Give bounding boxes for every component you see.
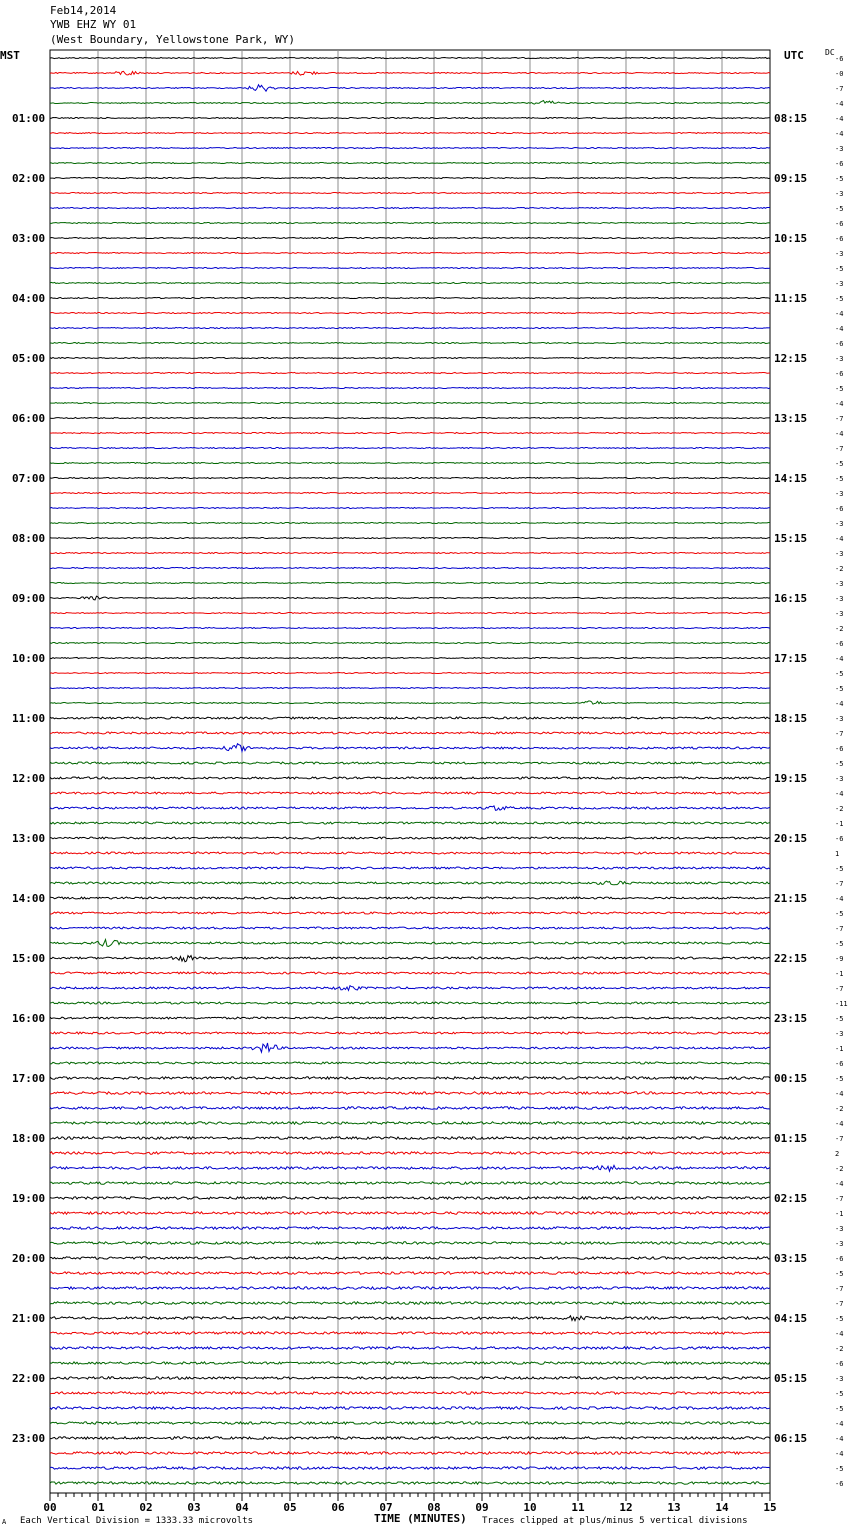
hour-label-left: 18:00 xyxy=(12,1132,46,1145)
dc-offset-label: -7 xyxy=(835,880,844,888)
seismic-trace xyxy=(50,537,770,538)
seismic-trace xyxy=(50,1422,770,1424)
dc-offset-label: -5 xyxy=(835,295,844,303)
hour-label-left: 03:00 xyxy=(12,232,46,245)
seismic-trace xyxy=(50,792,770,794)
seismic-trace xyxy=(50,777,770,779)
seismic-trace xyxy=(50,297,770,298)
seismic-trace xyxy=(50,342,770,343)
hour-label-left: 17:00 xyxy=(12,1072,46,1085)
seismic-trace xyxy=(50,612,770,613)
dc-offset-label: -5 xyxy=(835,385,844,393)
hour-label-right: 12:15 xyxy=(774,352,808,365)
dc-offset-label: -4 xyxy=(835,535,844,543)
hour-label-left: 16:00 xyxy=(12,1012,46,1025)
dc-offset-label: -7 xyxy=(835,1300,844,1308)
seismic-trace xyxy=(50,1362,770,1365)
dc-offset-label: -5 xyxy=(835,1390,844,1398)
dc-offset-label: -3 xyxy=(835,190,844,198)
hour-label-left: 19:00 xyxy=(12,1192,46,1205)
dc-offset-label: -5 xyxy=(835,865,844,873)
dc-offset-label: -1 xyxy=(835,970,844,978)
hour-label-right: 02:15 xyxy=(774,1192,808,1205)
seismic-trace xyxy=(50,1197,770,1200)
hour-label-left: 11:00 xyxy=(12,712,46,725)
x-tick-label: 01 xyxy=(91,1501,105,1514)
dc-offset-label: -6 xyxy=(835,745,844,753)
seismic-trace xyxy=(50,927,770,929)
seismic-trace xyxy=(50,101,770,105)
seismic-trace xyxy=(50,177,770,178)
seismic-trace xyxy=(50,657,770,658)
chart-title: Feb14,2014 xyxy=(50,4,117,17)
seismic-trace xyxy=(50,417,770,418)
seismic-trace xyxy=(50,940,770,947)
hour-label-left: 02:00 xyxy=(12,172,46,185)
dc-offset-label: -9 xyxy=(835,955,844,963)
hour-label-left: 23:00 xyxy=(12,1432,46,1445)
dc-offset-label: -6 xyxy=(835,220,844,228)
dc-offset-label: -3 xyxy=(835,1225,844,1233)
x-tick-label: 04 xyxy=(235,1501,249,1514)
dc-offset-label: -4 xyxy=(835,1420,844,1428)
dc-offset-label: -5 xyxy=(835,685,844,693)
x-tick-label: 10 xyxy=(523,1501,537,1514)
dc-offset-label: -4 xyxy=(835,325,844,333)
dc-offset-label: -7 xyxy=(835,415,844,423)
hour-label-left: 15:00 xyxy=(12,952,46,965)
hour-label-left: 09:00 xyxy=(12,592,46,605)
seismic-trace xyxy=(50,222,770,223)
dc-offset-label: -4 xyxy=(835,1090,844,1098)
dc-offset-label: -6 xyxy=(835,835,844,843)
seismic-trace xyxy=(50,147,770,148)
dc-offset-label: -7 xyxy=(835,1135,844,1143)
seismic-trace xyxy=(50,162,770,163)
seismic-trace xyxy=(50,492,770,493)
dc-offset-label: -1 xyxy=(835,1210,844,1218)
seismic-trace xyxy=(50,582,770,583)
dc-offset-label: -2 xyxy=(835,1105,844,1113)
seismic-trace xyxy=(50,237,770,238)
seismic-trace xyxy=(50,357,770,358)
seismic-trace xyxy=(50,852,770,854)
hour-label-left: 04:00 xyxy=(12,292,46,305)
seismic-trace xyxy=(50,372,770,373)
dc-offset-label: -5 xyxy=(835,1315,844,1323)
seismic-trace xyxy=(50,867,770,869)
hour-label-right: 19:15 xyxy=(774,772,808,785)
hour-label-right: 13:15 xyxy=(774,412,808,425)
dc-offset-label: -3 xyxy=(835,250,844,258)
dc-offset-label: -3 xyxy=(835,355,844,363)
dc-offset-label: -0 xyxy=(835,70,844,78)
hour-label-left: 05:00 xyxy=(12,352,46,365)
hour-label-right: 14:15 xyxy=(774,472,808,485)
dc-offset-label: -11 xyxy=(835,1000,848,1008)
dc-offset-label: -6 xyxy=(835,1060,844,1068)
dc-offset-label: -5 xyxy=(835,1405,844,1413)
seismic-trace xyxy=(50,1316,770,1321)
dc-offset-label: -1 xyxy=(835,820,844,828)
dc-offset-label: -7 xyxy=(835,445,844,453)
seismic-trace xyxy=(50,192,770,193)
seismic-trace xyxy=(50,642,770,643)
hour-label-left: 07:00 xyxy=(12,472,46,485)
dc-offset-label: -1 xyxy=(835,1045,844,1053)
seismic-trace xyxy=(50,732,770,734)
seismic-trace xyxy=(50,806,770,810)
seismic-trace xyxy=(50,744,770,752)
dc-offset-label: -7 xyxy=(835,1195,844,1203)
hour-label-right: 01:15 xyxy=(774,1132,808,1145)
dc-offset-label: -5 xyxy=(835,265,844,273)
seismic-trace xyxy=(50,1032,770,1034)
dc-offset-label: -3 xyxy=(835,1240,844,1248)
seismic-trace xyxy=(50,117,770,118)
dc-offset-label: -3 xyxy=(835,775,844,783)
dc-offset-header: DC xyxy=(825,48,835,57)
hour-label-right: 17:15 xyxy=(774,652,808,665)
seismic-trace xyxy=(50,552,770,553)
x-tick-label: 00 xyxy=(43,1501,57,1514)
hour-label-right: 00:15 xyxy=(774,1072,808,1085)
seismic-trace xyxy=(50,1107,770,1110)
seismic-trace xyxy=(50,207,770,208)
dc-offset-label: -5 xyxy=(835,670,844,678)
hour-label-left: 12:00 xyxy=(12,772,46,785)
seismic-trace xyxy=(50,672,770,673)
seismic-trace xyxy=(50,1212,770,1214)
right-timezone-label: UTC xyxy=(784,49,804,62)
dc-offset-label: -4 xyxy=(835,310,844,318)
seismic-trace xyxy=(50,1062,770,1064)
dc-offset-label: -3 xyxy=(835,610,844,618)
seismic-trace xyxy=(50,972,770,974)
seismic-trace xyxy=(50,507,770,508)
dc-offset-label: -3 xyxy=(835,580,844,588)
dc-offset-label: -4 xyxy=(835,115,844,123)
hour-label-right: 06:15 xyxy=(774,1432,808,1445)
x-tick-label: 11 xyxy=(571,1501,585,1514)
dc-offset-label: -3 xyxy=(835,490,844,498)
dc-offset-label: -6 xyxy=(835,160,844,168)
dc-offset-label: -3 xyxy=(835,1030,844,1038)
dc-offset-label: -2 xyxy=(835,625,844,633)
seismic-trace xyxy=(50,267,770,268)
hour-label-right: 20:15 xyxy=(774,832,808,845)
x-tick-label: 02 xyxy=(139,1501,153,1514)
dc-offset-label: -4 xyxy=(835,400,844,408)
dc-offset-label: -5 xyxy=(835,475,844,483)
seismic-trace xyxy=(50,1242,770,1244)
dc-offset-label: -2 xyxy=(835,805,844,813)
seismic-trace xyxy=(50,1137,770,1140)
hour-label-right: 10:15 xyxy=(774,232,808,245)
dc-offset-label: 1 xyxy=(835,850,840,858)
hour-label-right: 04:15 xyxy=(774,1312,808,1325)
seismic-trace xyxy=(50,687,770,688)
hour-label-left: 20:00 xyxy=(12,1252,46,1265)
seismic-trace xyxy=(50,71,770,75)
hour-label-right: 23:15 xyxy=(774,1012,808,1025)
left-timezone-label: MST xyxy=(0,49,20,62)
seismic-trace xyxy=(50,567,770,568)
dc-offset-label: -4 xyxy=(835,1330,844,1338)
seismic-trace xyxy=(50,477,770,478)
hour-label-right: 15:15 xyxy=(774,532,808,545)
dc-offset-label: -5 xyxy=(835,175,844,183)
dc-offset-label: -2 xyxy=(835,1345,844,1353)
dc-offset-label: -4 xyxy=(835,895,844,903)
x-tick-label: 14 xyxy=(715,1501,729,1514)
dc-offset-label: -6 xyxy=(835,55,844,63)
dc-offset-label: -5 xyxy=(835,1465,844,1473)
seismic-trace xyxy=(50,956,770,962)
hour-label-right: 22:15 xyxy=(774,952,808,965)
hour-label-right: 21:15 xyxy=(774,892,808,905)
dc-offset-label: -6 xyxy=(835,1480,844,1488)
seismic-trace xyxy=(50,252,770,253)
seismic-trace xyxy=(50,701,770,704)
seismic-trace xyxy=(50,1392,770,1394)
seismic-trace xyxy=(50,762,770,764)
dc-offset-label: -3 xyxy=(835,145,844,153)
hour-label-left: 01:00 xyxy=(12,112,46,125)
dc-offset-label: -5 xyxy=(835,1270,844,1278)
dc-offset-label: -6 xyxy=(835,340,844,348)
dc-offset-label: -7 xyxy=(835,85,844,93)
seismic-trace xyxy=(50,132,770,133)
seismic-trace xyxy=(50,1165,770,1171)
seismic-trace xyxy=(50,1043,770,1052)
dc-offset-label: -5 xyxy=(835,910,844,918)
x-tick-label: 07 xyxy=(379,1501,393,1514)
dc-offset-label: -7 xyxy=(835,985,844,993)
hour-label-left: 14:00 xyxy=(12,892,46,905)
dc-offset-label: -6 xyxy=(835,1360,844,1368)
x-tick-label: 15 xyxy=(763,1501,777,1514)
dc-offset-label: -3 xyxy=(835,595,844,603)
seismic-trace xyxy=(50,822,770,824)
hour-label-left: 13:00 xyxy=(12,832,46,845)
seismic-trace xyxy=(50,1482,770,1484)
hour-label-left: 10:00 xyxy=(12,652,46,665)
seismic-trace xyxy=(50,1302,770,1305)
seismic-trace xyxy=(50,57,770,58)
hour-label-right: 16:15 xyxy=(774,592,808,605)
hour-label-right: 18:15 xyxy=(774,712,808,725)
x-tick-label: 12 xyxy=(619,1501,633,1514)
seismic-trace xyxy=(50,837,770,839)
seismic-trace xyxy=(50,1347,770,1350)
x-tick-label: 09 xyxy=(475,1501,489,1514)
dc-offset-label: 2 xyxy=(835,1150,840,1158)
seismic-trace xyxy=(50,522,770,523)
dc-offset-label: -3 xyxy=(835,280,844,288)
seismic-trace xyxy=(50,1332,770,1334)
dc-offset-label: -5 xyxy=(835,1015,844,1023)
seismic-trace xyxy=(50,1227,770,1229)
hour-label-right: 09:15 xyxy=(774,172,808,185)
hour-label-left: 06:00 xyxy=(12,412,46,425)
dc-offset-label: -7 xyxy=(835,925,844,933)
seismic-trace xyxy=(50,1452,770,1454)
seismic-trace xyxy=(50,387,770,388)
seismic-trace xyxy=(50,717,770,719)
dc-offset-label: -3 xyxy=(835,520,844,528)
dc-offset-label: -4 xyxy=(835,790,844,798)
dc-offset-label: -7 xyxy=(835,1285,844,1293)
dc-offset-label: -6 xyxy=(835,505,844,513)
hour-label-left: 08:00 xyxy=(12,532,46,545)
hour-label-right: 05:15 xyxy=(774,1372,808,1385)
seismic-trace xyxy=(50,1002,770,1004)
scale-note: Each Vertical Division = 1333.33 microvolts xyxy=(20,1516,253,1526)
dc-offset-label: -4 xyxy=(835,1450,844,1458)
seismic-trace xyxy=(50,897,770,899)
dc-offset-label: -5 xyxy=(835,760,844,768)
seismic-trace xyxy=(50,402,770,403)
seismic-trace xyxy=(50,282,770,283)
hour-label-right: 11:15 xyxy=(774,292,808,305)
dc-offset-label: -6 xyxy=(835,235,844,243)
seismic-trace xyxy=(50,1152,770,1154)
dc-offset-label: -2 xyxy=(835,565,844,573)
seismic-trace xyxy=(50,912,770,914)
dc-offset-label: -5 xyxy=(835,940,844,948)
seismic-trace xyxy=(50,1122,770,1124)
dc-offset-label: -2 xyxy=(835,1165,844,1173)
x-axis-label: TIME (MINUTES) xyxy=(374,1512,467,1525)
dc-offset-label: -5 xyxy=(835,1075,844,1083)
seismic-trace xyxy=(50,1272,770,1275)
seismic-trace xyxy=(50,1017,770,1019)
x-tick-label: 06 xyxy=(331,1501,345,1514)
clip-note: Traces clipped at plus/minus 5 vertical divisions xyxy=(482,1516,748,1526)
seismic-trace xyxy=(50,327,770,328)
dc-offset-label: -6 xyxy=(835,370,844,378)
seismic-trace xyxy=(50,627,770,628)
seismic-trace xyxy=(50,447,770,448)
dc-offset-label: -4 xyxy=(835,1180,844,1188)
seismic-trace xyxy=(50,986,770,991)
dc-offset-label: -3 xyxy=(835,715,844,723)
dc-offset-label: -5 xyxy=(835,205,844,213)
hour-label-left: 22:00 xyxy=(12,1372,46,1385)
dc-offset-label: -4 xyxy=(835,430,844,438)
dc-offset-label: -7 xyxy=(835,730,844,738)
seismic-trace xyxy=(50,432,770,433)
seismic-trace xyxy=(50,1287,770,1290)
seismic-trace xyxy=(50,881,770,885)
dc-offset-label: -3 xyxy=(835,1375,844,1383)
seismic-trace xyxy=(50,1377,770,1379)
corner-mark: A xyxy=(2,1518,7,1526)
dc-offset-label: -4 xyxy=(835,655,844,663)
station-location: (West Boundary, Yellowstone Park, WY) xyxy=(50,33,296,46)
dc-offset-label: -6 xyxy=(835,640,844,648)
x-tick-label: 05 xyxy=(283,1501,297,1514)
seismic-trace xyxy=(50,85,770,91)
hour-label-left: 21:00 xyxy=(12,1312,46,1325)
dc-offset-label: -5 xyxy=(835,460,844,468)
seismic-trace xyxy=(50,596,770,600)
dc-offset-label: -4 xyxy=(835,1120,844,1128)
seismic-trace xyxy=(50,462,770,463)
x-tick-label: 13 xyxy=(667,1501,681,1514)
dc-offset-label: -4 xyxy=(835,100,844,108)
dc-offset-label: -4 xyxy=(835,130,844,138)
seismic-trace xyxy=(50,312,770,313)
seismic-trace xyxy=(50,1407,770,1410)
seismic-trace xyxy=(50,1437,770,1440)
dc-offset-label: -4 xyxy=(835,700,844,708)
seismic-trace xyxy=(50,1467,770,1470)
hour-label-right: 08:15 xyxy=(774,112,808,125)
seismic-trace xyxy=(50,1092,770,1094)
seismic-trace xyxy=(50,1257,770,1259)
x-tick-label: 08 xyxy=(427,1501,441,1514)
dc-offset-label: -3 xyxy=(835,550,844,558)
plot-frame xyxy=(50,50,770,1493)
hour-label-right: 03:15 xyxy=(774,1252,808,1265)
dc-offset-label: -6 xyxy=(835,1255,844,1263)
seismic-trace xyxy=(50,1182,770,1184)
dc-offset-label: -4 xyxy=(835,1435,844,1443)
x-tick-label: 03 xyxy=(187,1501,201,1514)
seismic-trace xyxy=(50,1077,770,1080)
station-code: YWB EHZ WY 01 xyxy=(50,18,137,31)
